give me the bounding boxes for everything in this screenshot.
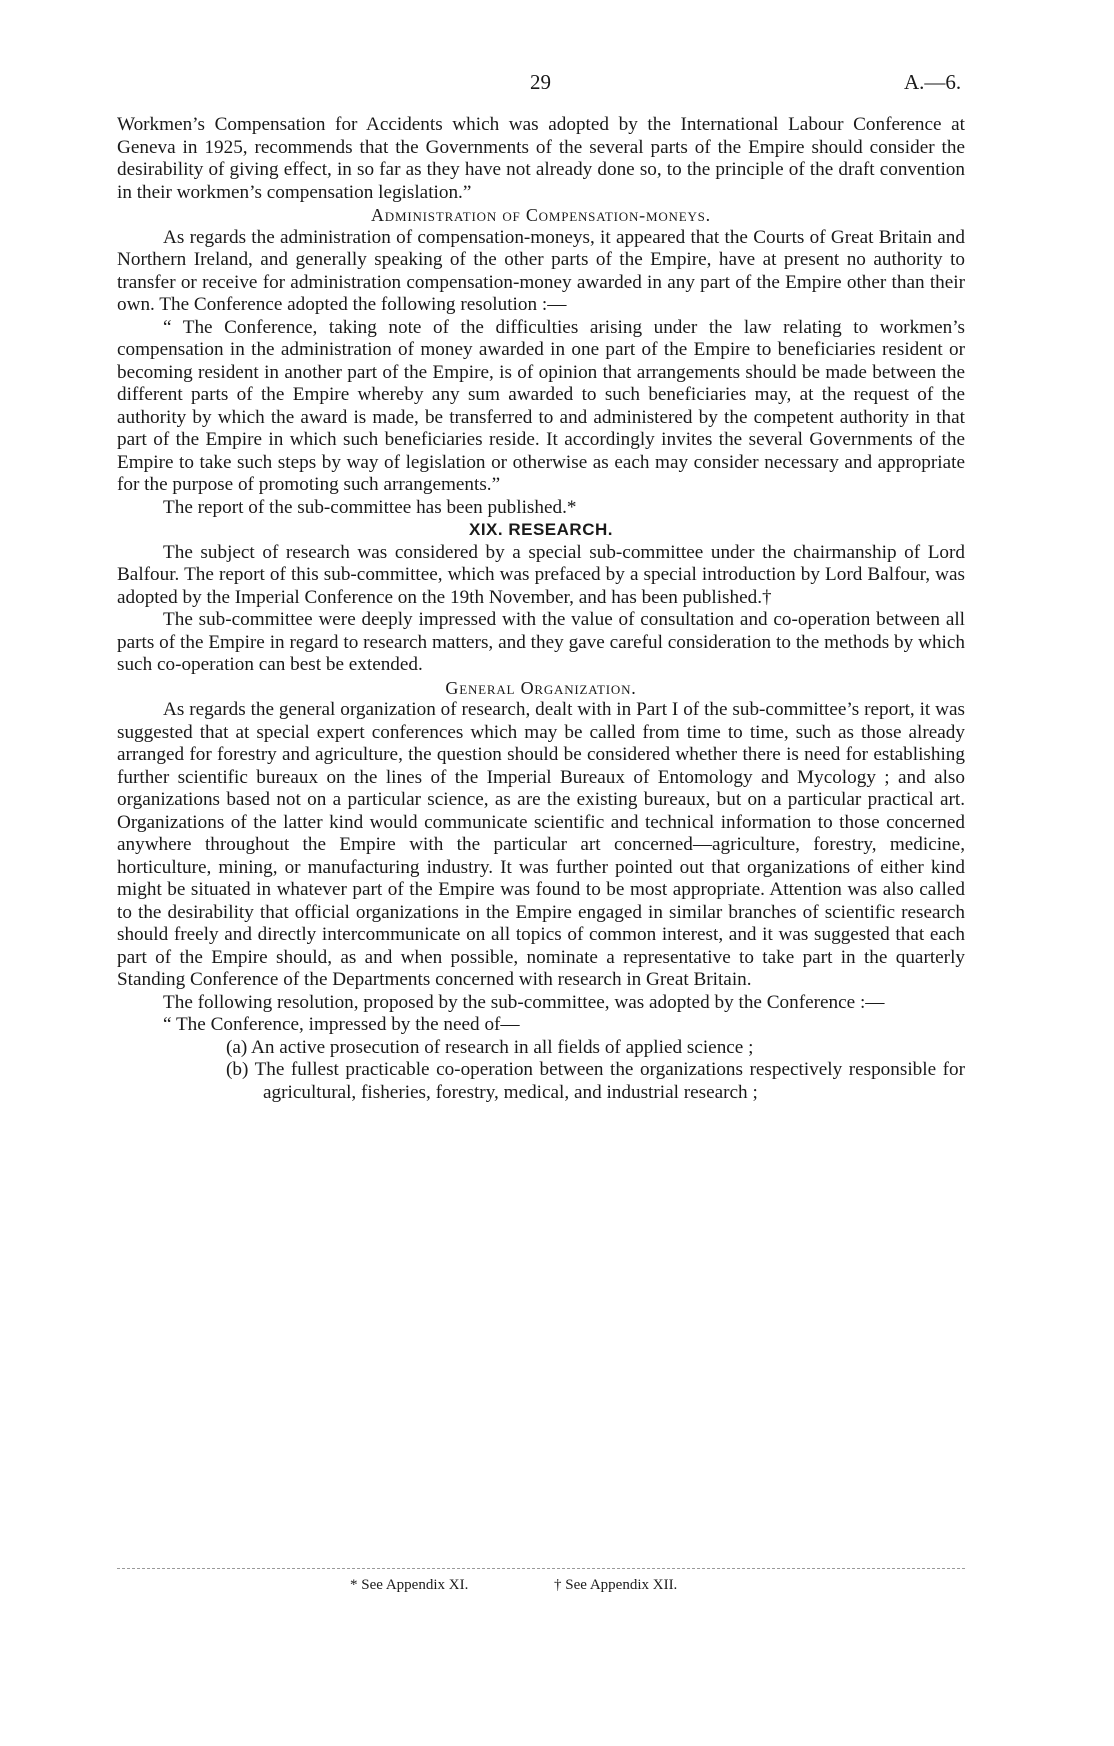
list-item-label: (b) xyxy=(226,1059,249,1080)
resolution-opening: “ The Conference, impressed by the need of— xyxy=(163,1014,520,1035)
resolution-quote: “ The Conference, taking note of the difficulties arising under the law relating to workmen’s compensation in the administration of money awarded in one part of the Empire to beneficiaries resident or becoming resident in another part of the Empire, is of opinion that arrangements should be made between the different parts of the Empire whereby any sum awarded to such beneficiaries may, at the request of the authority by which the award is made, be transferred to and administered by the competent authority in that part of the Empire in which such beneficiaries reside. It accordingly invites the several Governments of the Empire to take such steps by way of legislation or otherwise as each may consider necessary and appropriate for the purpose of promoting such arrangements.” xyxy=(117,316,965,495)
list-item-label: (a) xyxy=(226,1036,248,1058)
paragraph-report-published: The report of the sub-committee has been published.* xyxy=(163,496,577,518)
body-text xyxy=(117,114,965,1104)
page-header xyxy=(0,70,1114,100)
list-item xyxy=(117,1059,965,1104)
paragraph-general-organization: As regards the general organization of research, dealt with in Part I of the sub-committee’s report, it was suggested that at special expert conferences which may be called from time to time, such as those already arranged for forestry and agriculture, the question should be considered whether there is need for establishing further scientific bureaux on the lines of the Imperial Bureaux of Entomology and Mycology ; and also organizations based not on a particular science, as are the existing bureaux, but on a particular practical art. Organizations of the latter kind would communicate scientific and technical information to those concerned anywhere throughout the Empire with the particular art concerned—agriculture, forestry, medicine, horticulture, mining, or manufacturing industry. It was further pointed out that organizations of either kind might be situated in whatever part of the Empire was found to be most appropriate. Attention was also called to the desirability that official organizations in the Empire engaged in similar branches of scientific research should freely and directly intercommunicate on all topics of common interest, and it was suggested that each part of the Empire should, as and when possible, nominate a representative to take part in the quarterly Standing Conference of the Departments concerned with research in Great Britain. xyxy=(117,699,965,990)
list-item-text: The fullest practicable co-operation between the organizations respectively responsible for agricultural, fisheries, forestry, medical, and industrial research ; xyxy=(254,1059,966,1103)
paragraph-subcommittee: The sub-committee were deeply impressed with the value of consultation and co-operation between all parts of the Empire in regard to research matters, and they gave careful consideration to the methods by which such co-operation can best be extended. xyxy=(117,609,965,675)
section-heading-general-organization: General Organization. xyxy=(445,677,637,698)
section-heading-compensation-moneys: Administration of Compensation-moneys. xyxy=(371,205,711,225)
chapter-heading-research: XIX. RESEARCH. xyxy=(469,520,613,539)
footnote-divider xyxy=(117,1568,965,1569)
footnote: * See Appendix XI. xyxy=(350,1577,469,1593)
paragraph-following-resolution: The following resolution, proposed by the sub-committee, was adopted by the Conference :— xyxy=(163,991,885,1013)
list-item-text: An active prosecution of research in all fields of applied science ; xyxy=(251,1036,754,1058)
paragraph-continuation: Workmen’s Compensation for Accidents which was adopted by the International Labour Conference at Geneva in 1925, recommends that the Governments of the several parts of the Empire should consider the desirability of giving effect, in so far as they have not already done so, to the principle of the draft convention in their workmen’s compensation legislation.” xyxy=(117,114,965,203)
document-reference: A.—6. xyxy=(904,70,962,94)
page-number: 29 xyxy=(530,70,551,94)
list-item xyxy=(117,1037,965,1060)
footnote: † See Appendix XII. xyxy=(554,1577,678,1593)
paragraph-research-subject: The subject of research was considered by a special sub-committee under the chairmanship of Lord Balfour. The report of this sub-committee, which was prefaced by a special introduction by Lord Balfour, was adopted by the Imperial Conference on the 19th November, and has been published.† xyxy=(117,541,965,608)
paragraph-administration: As regards the administration of compensation-moneys, it appeared that the Courts of Great Britain and Northern Ireland, and generally speaking of the other parts of the Empire, have at present no authority to transfer or receive for administration compensation-money awarded in any part of the Empire other than their own. The Conference adopted the following resolution :— xyxy=(117,226,965,315)
